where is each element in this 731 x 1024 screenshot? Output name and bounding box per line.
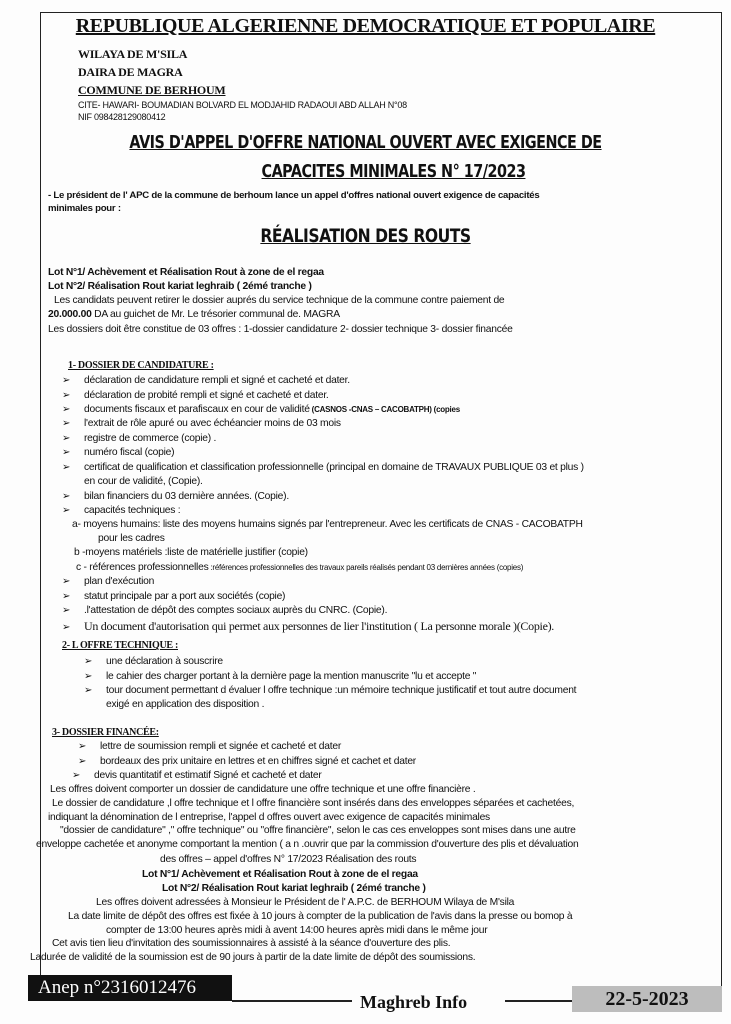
s1-item: ➢ plan d'exécution <box>62 576 154 588</box>
closing-lot1: Lot N°1/ Achèvement et Réalisation Rout à zone de el regaa <box>142 869 418 880</box>
notice-title-line1: AVIS D'APPEL D'OFFRE NATIONAL OUVERT AVEC EXIGENCE DE <box>129 133 602 153</box>
s3-item: ➢ bordeaux des prix unitaire en lettres et en chiffres signé et cachet et dater <box>78 756 416 768</box>
daira: DAIRA DE MAGRA <box>78 65 183 79</box>
closing-line: Les offres doivent comporter un dossier de candidature une offre technique et une offre financière . <box>50 784 476 795</box>
closing-line: enveloppe cachetée et anonyme comportant la mention ( a n .ouvrir que par la commission d'ouverture des plis et dévaluation <box>36 839 579 850</box>
notice-title-line2: CAPACITES MINIMALES N° 17/2023 <box>261 162 526 182</box>
closing-line: compter de 13:00 heures après midi à avent 14:00 heures après midi dans le même jour <box>106 925 488 936</box>
s1-item: ➢ .l'attestation de dépôt des comptes sociaux auprès du CNRC. (Copie). <box>62 605 387 617</box>
s1-item: ➢ l'extrait de rôle apuré ou avec échéancier moins de 03 mois <box>62 418 341 430</box>
wilaya: WILAYA DE M'SILA <box>78 47 188 61</box>
cap-a: a- moyens humains: liste des moyens humains signés par l'entrepreneur. Avec les certificats de CNAS - CACOBATPH <box>72 519 583 530</box>
lot2: Lot N°2/ Réalisation Rout kariat leghraib ( 2émé tranche ) <box>48 281 312 292</box>
republic-heading: REPUBLIQUE ALGERIENNE DEMOCRATIQUE ET POPULAIRE <box>75 15 656 37</box>
section1-title: 1- DOSSIER DE CANDIDATURE : <box>68 360 214 371</box>
closing-line: La date limite de dépôt des offres est fixée à 10 jours à compter de la publication de l'avis dans la presse ou bomop à <box>68 911 573 922</box>
s2-item: ➢ tour document permettant d évaluer l offre technique :un mémoire technique justificatif et tout autre document <box>84 685 576 697</box>
closing-line: Le dossier de candidature ,l offre technique et l offre financière sont insérés dans des enveloppes séparées et cachetées, <box>52 798 575 809</box>
cap-c: c - références professionnelles :références professionnelles des travaux pareils réalisés pendant 03 dernières années (copies) <box>76 562 524 573</box>
publication-date: 22-5-2023 <box>572 986 722 1012</box>
s1-item: ➢ certificat de qualification et classification professionnelle (principal en domaine de TRAVAUX PUBLIQUE 03 et plus ) <box>62 462 584 474</box>
intro-line1: - Le président de l' APC de la commune de berhoum lance un appel d'offres national ouvert exigence de capacités <box>48 190 540 201</box>
s1-item-cont: en cour de validité, (Copie). <box>84 476 203 487</box>
s1-item: ➢ déclaration de probité rempli et signé et cacheté et dater. <box>62 390 329 402</box>
retrait-line2: 20.000.00 DA au guichet de Mr. Le trésorier communal de. MAGRA <box>48 309 340 320</box>
footer-rule <box>505 1000 572 1002</box>
s2-item-cont: exigé en application des disposition . <box>106 699 265 710</box>
retrait-line3: Les dossiers doit être constitue de 03 offres : 1-dossier candidature 2- dossier technique 3- dossier financée <box>48 324 513 335</box>
s1-item: ➢ bilan financiers du 03 dernière années. (Copie). <box>62 491 289 503</box>
retrait-amount: 20.000.00 <box>48 309 92 320</box>
closing-lot2: Lot N°2/ Réalisation Rout kariat leghraib ( 2émé tranche ) <box>162 883 426 894</box>
s3-item: ➢ devis quantitatif et estimatif Signé et cacheté et dater <box>72 770 322 782</box>
commune: COMMUNE DE BERHOUM <box>78 83 226 97</box>
anep-reference: Anep n°2316012476 <box>28 975 232 1001</box>
s3-item: ➢ lettre de soumission rempli et signée et cacheté et dater <box>78 741 341 753</box>
s2-item: ➢ le cahier des charger portant à la dernière page la mention manuscrite "lu et accepte " <box>84 671 476 683</box>
address: CITE- HAWARI- BOUMADIAN BOLVARD EL MODJAHID RADAOUI ABD ALLAH N°08 <box>78 100 407 110</box>
publication-name: Maghreb Info <box>360 992 468 1012</box>
s2-item: ➢ une déclaration à souscrire <box>84 656 223 668</box>
s1-item: ➢ documents fiscaux et parafiscaux en cour de validité (CASNOS -CNAS – CACOBATPH) (copies <box>62 404 460 416</box>
s1-item: ➢ statut principale par a port aux sociétés (copie) <box>62 591 285 603</box>
s1-item: ➢ numéro fiscal (copie) <box>62 447 174 459</box>
closing-line: Ladurée de validité de la soumission est de 90 jours à partir de la date limite de dépôt des soumissions. <box>30 952 476 963</box>
closing-line: "dossier de candidature" ," offre technique" ou "offre financière", selon le cas ces enveloppes sont mises dans une autre <box>60 825 576 836</box>
closing-line: Cet avis tien lieu d'invitation des soumissionnaires à assisté à la séance d'ouverture des plis. <box>52 938 451 949</box>
s1-item: ➢ capacités techniques : <box>62 505 180 517</box>
s1-item: ➢ déclaration de candidature rempli et signé et cacheté et dater. <box>62 375 350 387</box>
intro-line2: minimales pour : <box>48 203 121 214</box>
lot1: Lot N°1/ Achèvement et Réalisation Rout à zone de el regaa <box>48 267 324 278</box>
retrait-line1: Les candidats peuvent retirer le dossier auprés du service technique de la commune contre paiement de <box>54 295 505 306</box>
nif: NIF 098428129080412 <box>78 112 166 122</box>
section2-title: 2- L OFFRE TECHNIQUE : <box>62 640 179 651</box>
s1-item: ➢ registre de commerce (copie) . <box>62 433 216 445</box>
closing-line: des offres – appel d'offres N° 17/2023 Réalisation des routs <box>160 854 417 865</box>
section3-title: 3- DOSSIER FINANCÉE: <box>52 727 159 738</box>
closing-line: Les offres doivent adressées à Monsieur le Président de l' A.P.C. de BERHOUM Wilaya de M'sila <box>96 897 515 908</box>
footer-rule <box>232 1000 352 1002</box>
closing-line: indiquant la dénomination de l entreprise, l'appel d offres ouvert avec exigence de capacités minimales <box>48 812 490 823</box>
subject-heading: RÉALISATION DES ROUTS <box>260 225 471 247</box>
cap-b: b -moyens matériels :liste de matérielle justifier (copie) <box>74 547 308 558</box>
cap-a-cont: pour les cadres <box>98 533 165 544</box>
s1-item: ➢ Un document d'autorisation qui permet aux personnes de lier l'institution ( La personne morale )(Copie). <box>62 620 554 634</box>
